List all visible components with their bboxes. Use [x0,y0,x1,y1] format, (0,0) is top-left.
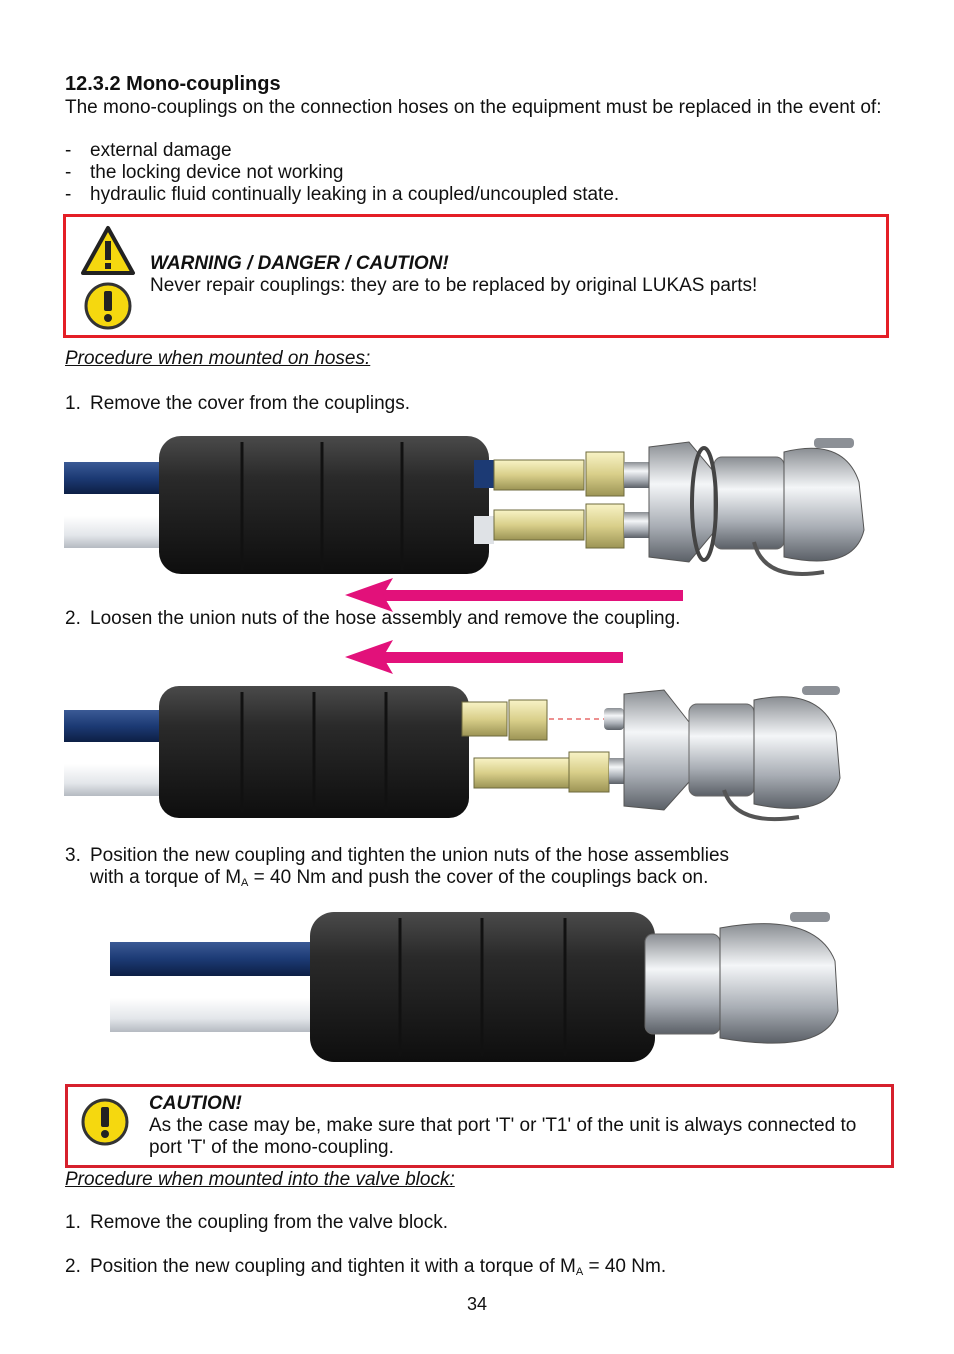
procedure-heading-valve-block: Procedure when mounted into the valve block: [65,1169,455,1190]
caution-box [65,1084,894,1168]
step-number: 2. [65,1256,81,1277]
warning-text: Never repair couplings: they are to be replaced by original LUKAS parts! [150,275,758,296]
bullet-text: external damage [90,140,232,161]
exclamation-circle-icon [80,1097,130,1147]
step-number: 1. [65,1212,81,1233]
bullet-text: the locking device not working [90,162,344,183]
dash: - [65,184,72,205]
coupling-illustration-cover [64,432,874,582]
valve-step-1 [65,1212,448,1234]
step-text: Remove the coupling from the valve block. [90,1212,449,1233]
subscript: A [575,1266,584,1278]
page-number: 34 [466,1294,488,1314]
step-1 [65,393,410,415]
dash: - [65,162,72,183]
step-number: 2. [65,608,81,629]
exclamation-circle-icon [83,281,133,331]
caution-text: As the case may be, make sure that port 'T' or 'T1' of the unit is always connected to port 'T' of the mono-coupling. [149,1115,857,1158]
step-3 [65,845,729,894]
coupling-illustration-assembled [110,906,845,1066]
step-text: Remove the cover from the couplings. [90,393,410,414]
warning-box [63,214,889,338]
procedure-heading-hoses: Procedure when mounted on hoses: [65,348,371,369]
warning-triangle-icon [80,225,136,277]
bullet-text: hydraulic fluid continually leaking in a coupled/uncoupled state. [90,184,620,205]
step-text: Position the new coupling and tighten it with a torque of M [90,1256,576,1277]
subscript: A [241,877,249,889]
caution-title: CAUTION! [149,1093,242,1114]
coupling-illustration-disassembled [64,682,854,827]
section-title: 12.3.2 Mono-couplings [65,73,281,95]
warning-title: WARNING / DANGER / CAUTION! [150,253,449,274]
step-text-line1: Position the new coupling and tighten the union nuts of the hose assemblies [90,845,730,866]
step-text-end: = 40 Nm. [583,1256,667,1277]
step-text: Loosen the union nuts of the hose assembly and remove the coupling. [90,608,681,629]
left-arrow-icon [345,640,625,676]
dash: - [65,140,72,161]
bullet-item [65,140,232,162]
step-text-line2: with a torque of M [90,867,242,888]
step-2 [65,608,680,630]
valve-step-2 [65,1256,666,1283]
step-number: 1. [65,393,81,414]
step-text-line2-end: = 40 Nm and push the cover of the couplings back on. [248,867,709,888]
bullet-item [65,162,343,184]
intro-paragraph: The mono-couplings on the connection hoses on the equipment must be replaced in the event of: [65,97,882,118]
bullet-item [65,184,619,206]
step-number: 3. [65,845,81,866]
